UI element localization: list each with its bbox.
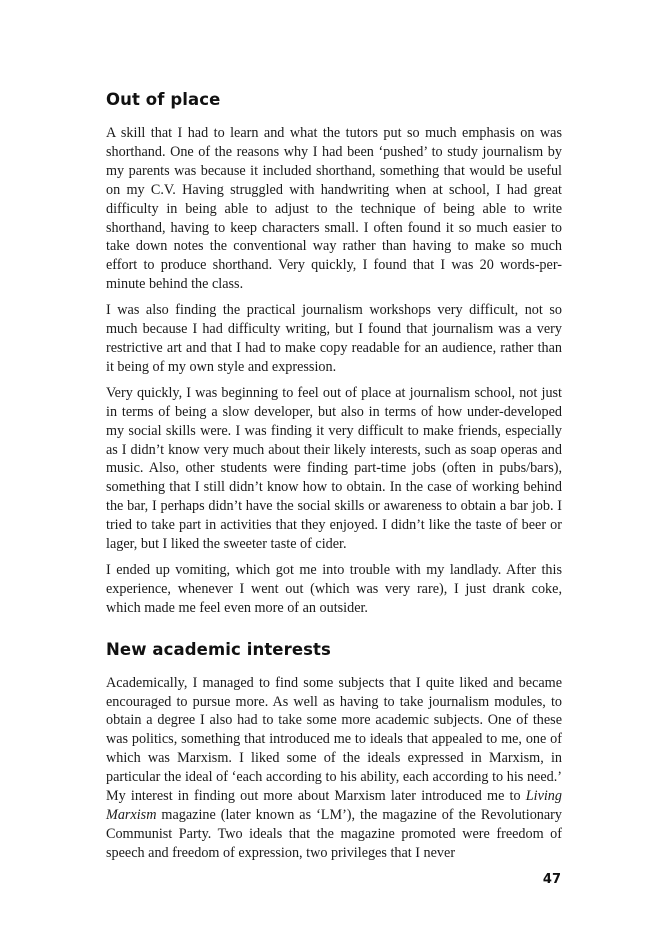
paragraph-academic-text-2: magazine (later known as ‘LM’), the magazine of the Revolutionary Communist Party. Two ideals that the magazine promoted were freedom of speech and freedom of expression, two privileges that I never [106, 807, 562, 861]
section-heading-academic-interests: New academic interests [106, 639, 331, 659]
section-heading-out-of-place: Out of place [106, 90, 221, 109]
paragraph-academic [106, 674, 562, 863]
paragraph-out-of-place: Very quickly, I was beginning to feel out of place at journalism school, not just in terms of being a slow developer, but also in terms of how under-developed my social skills were. I was finding it very difficult to make friends, especially as I didn’t know very much about their likely interests, such as soap operas and music. Also, other students were finding part-time jobs (often in pubs/bars), something that I still didn’t know how to obtain. In the case of working behind the bar, I perhaps didn’t have the social skills or awareness to obtain a bar job. I tried to take part in activities that they enjoyed. I didn’t like the taste of beer or lager, but I liked the sweeter taste of cider. [106, 384, 562, 553]
paragraph-shorthand: A skill that I had to learn and what the tutors put so much emphasis on was shorthand. One of the reasons why I had been ‘pushed’ to study journalism by my parents was because it included shorthand, something that would be useful on my C.V. Having struggled with handwriting when at school, I had great difficulty in being able to adjust to the technique of being able to write shorthand, having to keep characters small. I often found it so much easier to take down notes the conventional way rather than having to make so much effort to produce shorthand. Very quickly, I found that I was 20 words-per-minute behind the class. [106, 125, 562, 293]
page-number: 47 [542, 872, 561, 887]
paragraph-academic-text-1: Academically, I managed to find some subjects that I quite liked and became encouraged to pursue more. As well as having to take journalism modules, to obtain a degree I also had to take some more academic subjects. One of these was politics, something that introduced me to ideals that appealed to me, one of which was Marxism. I liked some of the ideals expressed in Marxism, in particular the ideal of ‘each according to his ability, each according to his need.’ My interest in finding out more about Marxism later introduced me to [106, 674, 562, 805]
paragraph-vomiting: I ended up vomiting, which got me into trouble with my landlady. After this experience, whenever I went out (which was very rare), I just drank coke, which made me feel even more of an outsider. [106, 561, 562, 616]
magazine-title: Living Marxism [106, 788, 562, 823]
text-column [106, 90, 562, 870]
paragraph-workshops: I was also finding the practical journalism workshops very difficult, not so much because I had difficulty writing, but I found that journalism was a very restrictive art and that I had to make copy readable for an audience, rather than it being of my own style and expression. [106, 302, 562, 375]
